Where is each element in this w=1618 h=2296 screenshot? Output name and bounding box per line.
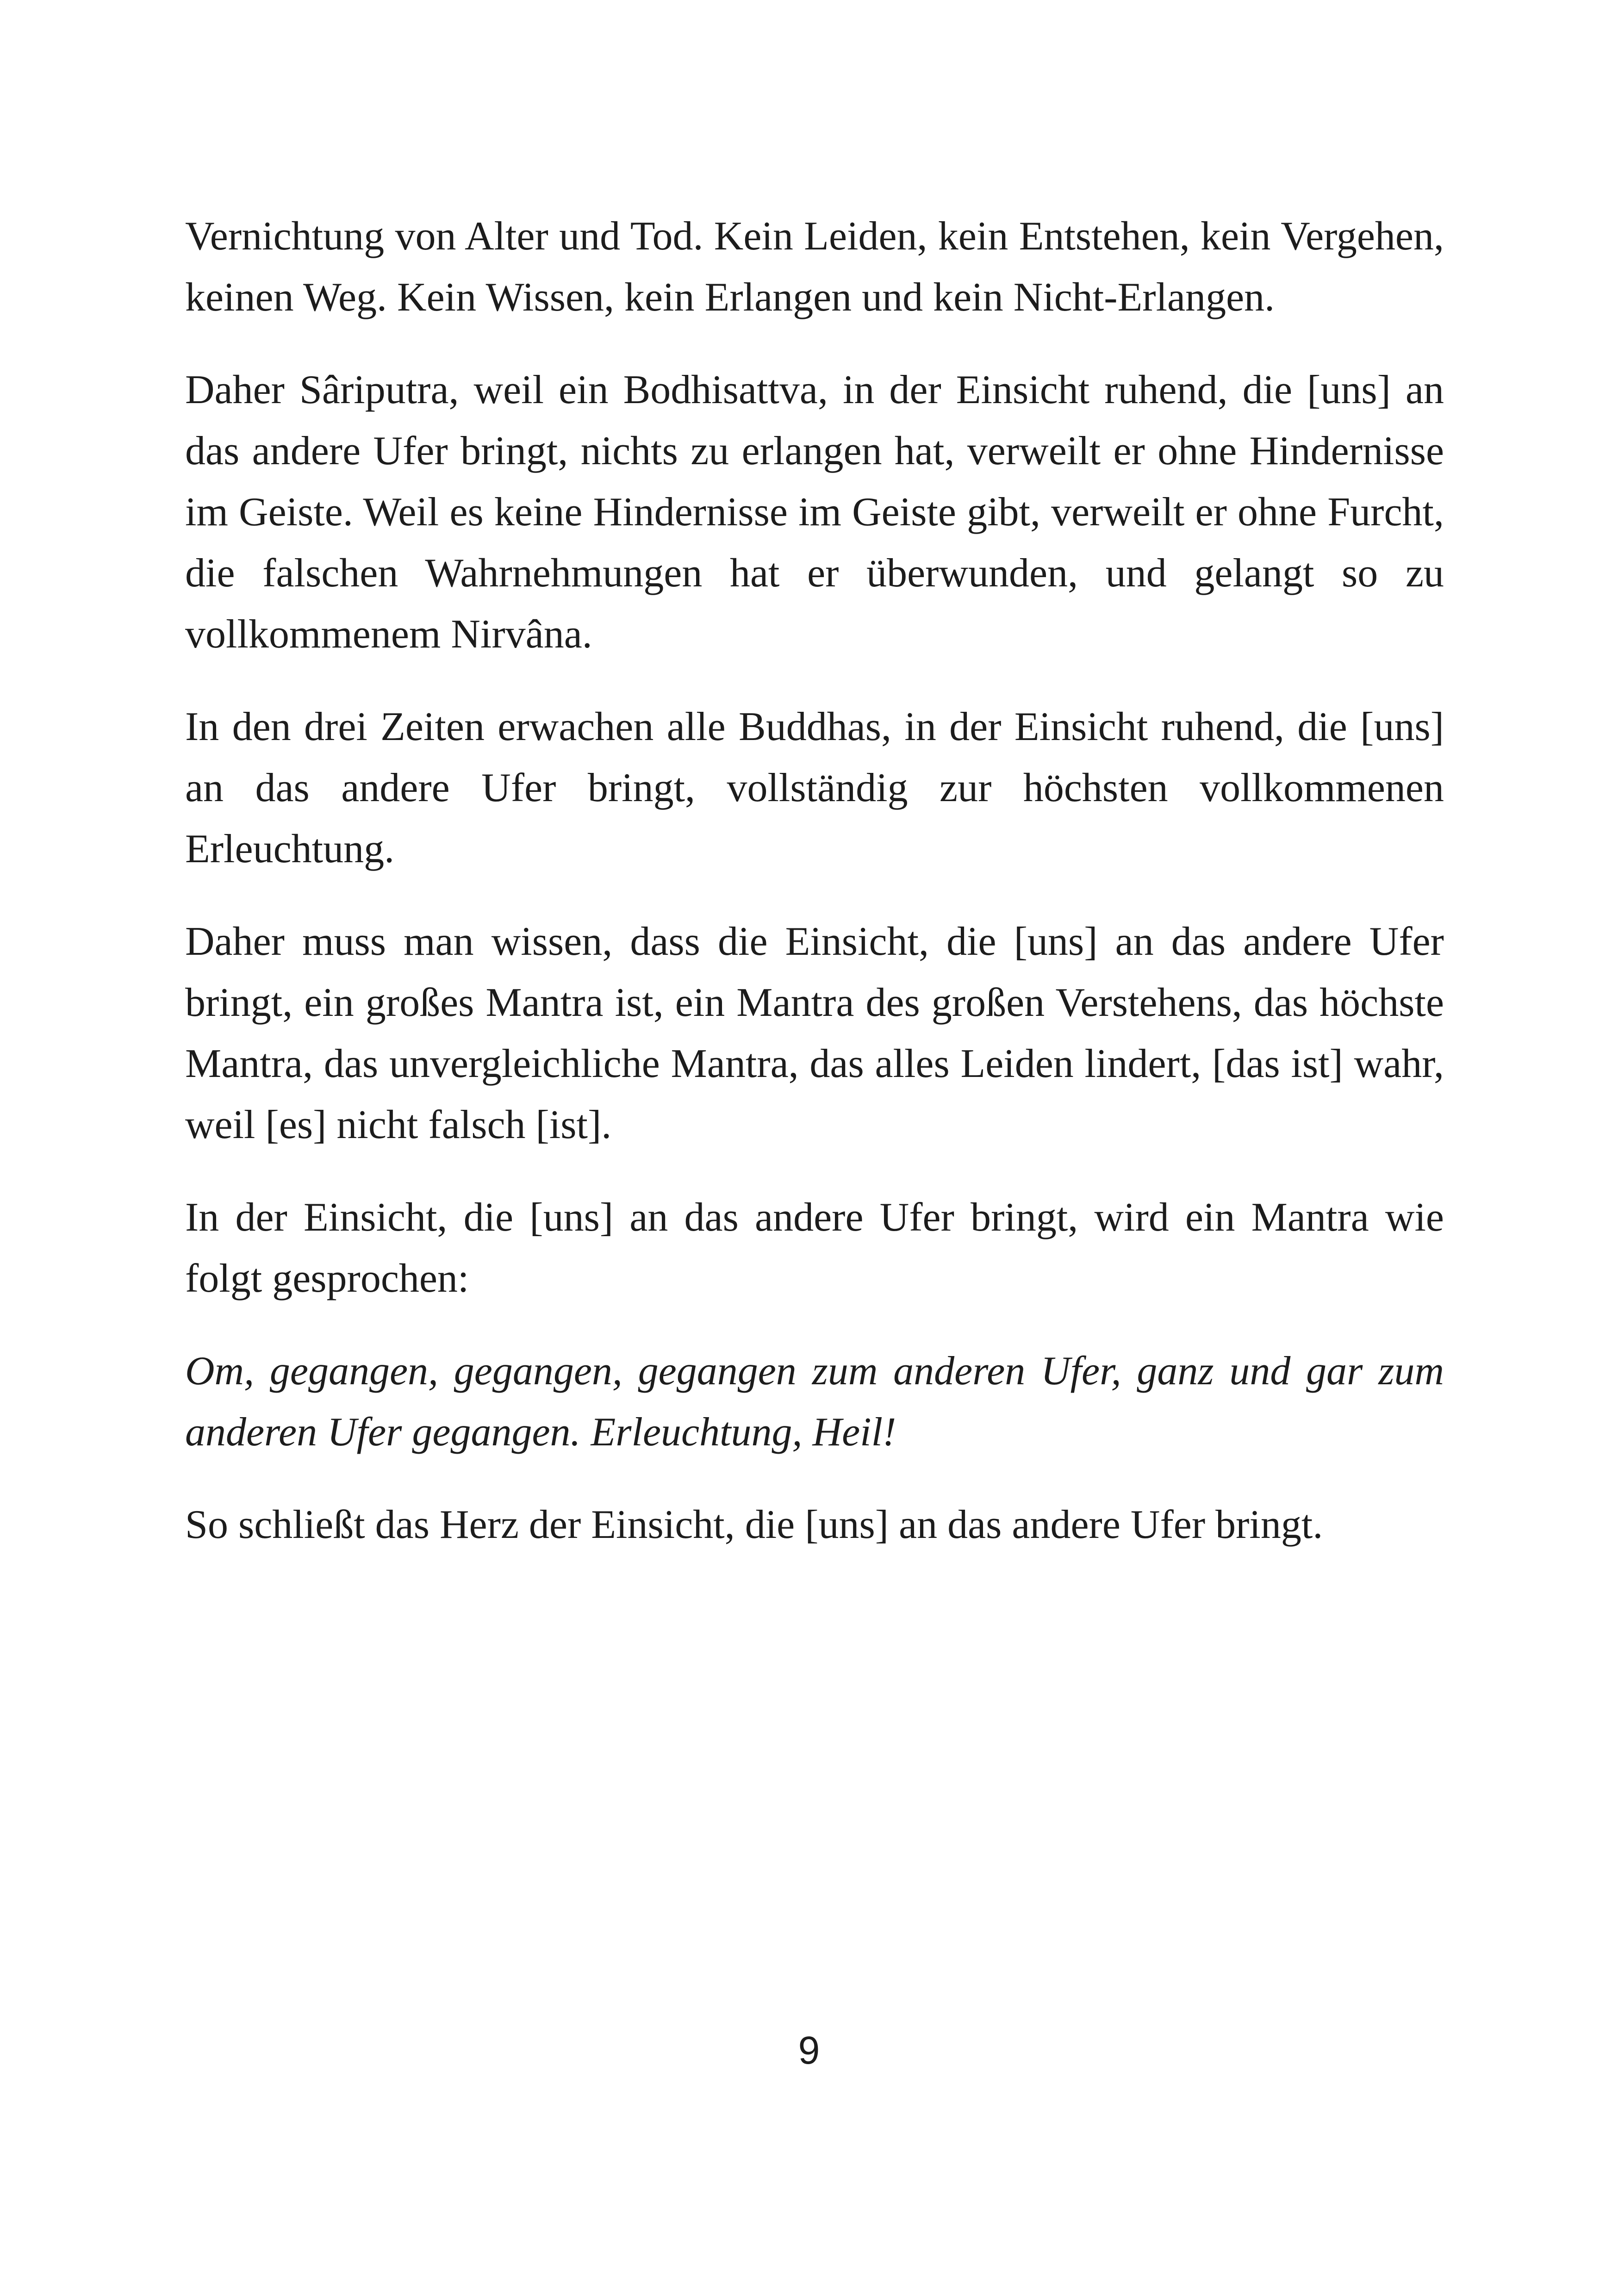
paragraph-sariputra: Daher Sâriputra, weil ein Bodhisattva, in der Einsicht ruhend, die [uns] an das andere Ufer bringt, nichts zu erlangen hat, verweilt er ohne Hindernisse im Geiste. Weil es keine Hindernisse im Geiste gibt, verweilt er ohne Furcht, die falschen Wahrnehmungen hat er überwunden, und gelangt so zu vollkommenem Nirvâna.	[185, 367, 1444, 657]
paragraph-drei-zeiten: In den drei Zeiten erwachen alle Buddhas, in der Einsicht ruhend, die [uns] an das andere Ufer bringt, vollständig zur höchsten vollkommenen Erleuchtung.	[185, 704, 1444, 871]
body-text	[185, 206, 1444, 1587]
paragraph-mantra-wissen: Daher muss man wissen, dass die Einsicht, die [uns] an das andere Ufer bringt, ein großes Mantra ist, ein Mantra des großen Verstehens, das höchste Mantra, das unvergleichliche Mantra, das alles Leiden lindert, [das ist] wahr, weil [es] nicht falsch [ist].	[185, 919, 1444, 1147]
paragraph-mantra-text: Om, gegangen, gegangen, gegangen zum anderen Ufer, ganz und gar zum anderen Ufer gegangen. Erleuchtung, Heil!	[185, 1349, 1444, 1455]
paragraph-mantra-intro: In der Einsicht, die [uns] an das andere Ufer bringt, wird ein Mantra wie folgt gesprochen:	[185, 1195, 1444, 1301]
paragraph-vernichtung: Vernichtung von Alter und Tod. Kein Leiden, kein Entstehen, kein Vergehen, keinen Weg. Kein Wissen, kein Erlangen und kein Nicht-Erlangen.	[185, 214, 1444, 320]
page-number: 9	[798, 2028, 820, 2072]
paragraph-closing: So schließt das Herz der Einsicht, die [uns] an das andere Ufer bringt.	[185, 1502, 1323, 1547]
